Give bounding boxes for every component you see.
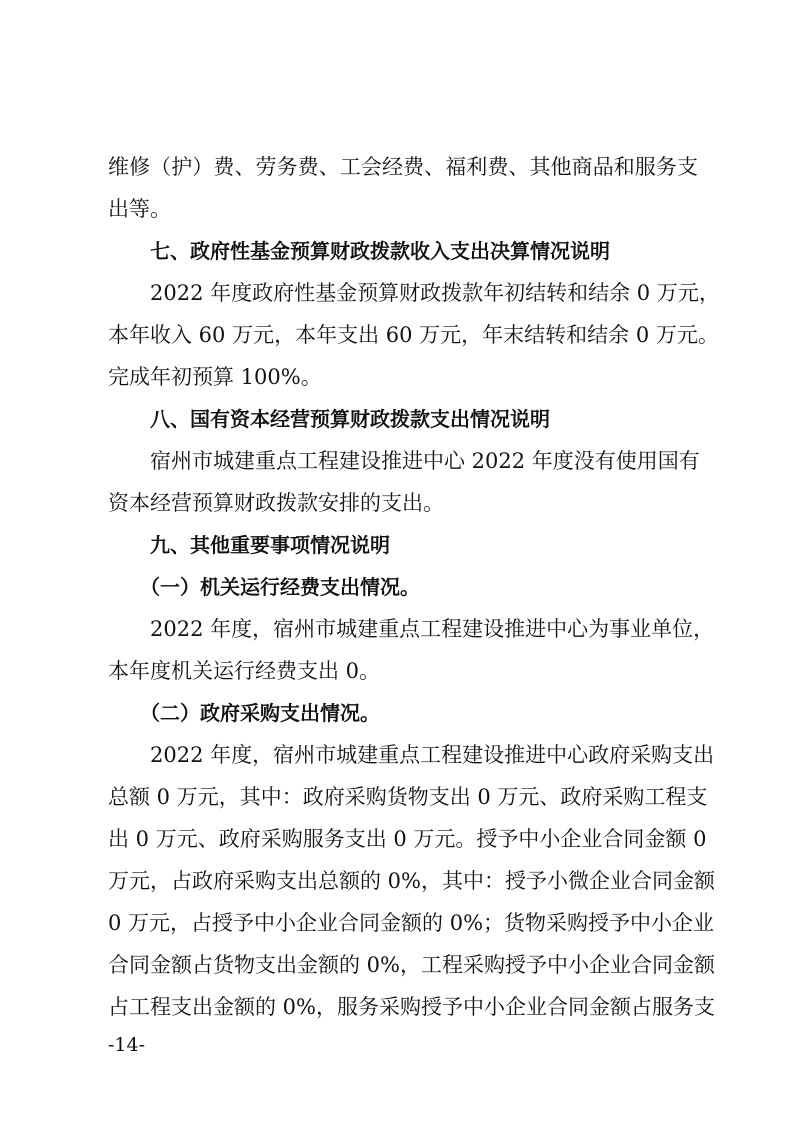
paragraph-line: 2022 年度，宿州市城建重点工程建设推进中心为事业单位， <box>150 617 715 641</box>
section-heading-7: 七、政府性基金预算财政拨款收入支出决算情况说明 <box>150 239 610 263</box>
page-number: -14- <box>108 1034 146 1056</box>
paragraph-line: 0 万元，占授予中小企业合同金额的 0%；货物采购授予中小企业 <box>108 911 715 935</box>
paragraph-line: 合同金额占货物支出金额的 0%，工程采购授予中小企业合同金额 <box>108 953 715 977</box>
paragraph-line: 总额 0 万元，其中：政府采购货物支出 0 万元、政府采购工程支 <box>108 785 708 809</box>
paragraph-line: 出 0 万元、政府采购服务支出 0 万元。授予中小企业合同金额 0 <box>108 827 707 851</box>
paragraph-line: 2022 年度，宿州市城建重点工程建设推进中心政府采购支出 <box>150 743 715 767</box>
paragraph-line: 2022 年度政府性基金预算财政拨款年初结转和结余 0 万元， <box>150 281 720 305</box>
paragraph-line: 本年度机关运行经费支出 0。 <box>108 659 381 683</box>
subsection-heading-2: （二）政府采购支出情况。 <box>140 701 380 725</box>
paragraph-line: 出等。 <box>108 197 171 221</box>
paragraph-line: 资本经营预算财政拨款安排的支出。 <box>108 491 444 515</box>
paragraph-line: 万元，占政府采购支出总额的 0%，其中：授予小微企业合同金额 <box>108 869 715 893</box>
subsection-heading-1: （一）机关运行经费支出情况。 <box>140 575 420 599</box>
paragraph-line: 完成年初预算 100%。 <box>108 365 322 389</box>
paragraph-line: 本年收入 60 万元，本年支出 60 万元，年末结转和结余 0 万元。 <box>108 323 719 347</box>
section-heading-8: 八、国有资本经营预算财政拨款支出情况说明 <box>150 407 550 431</box>
section-heading-9: 九、其他重要事项情况说明 <box>150 533 390 557</box>
paragraph-line: 占工程支出金额的 0%，服务采购授予中小企业合同金额占服务支 <box>108 995 715 1019</box>
paragraph-line: 宿州市城建重点工程建设推进中心 2022 年度没有使用国有 <box>150 449 700 473</box>
paragraph-line: 维修（护）费、劳务费、工会经费、福利费、其他商品和服务支 <box>108 155 698 179</box>
